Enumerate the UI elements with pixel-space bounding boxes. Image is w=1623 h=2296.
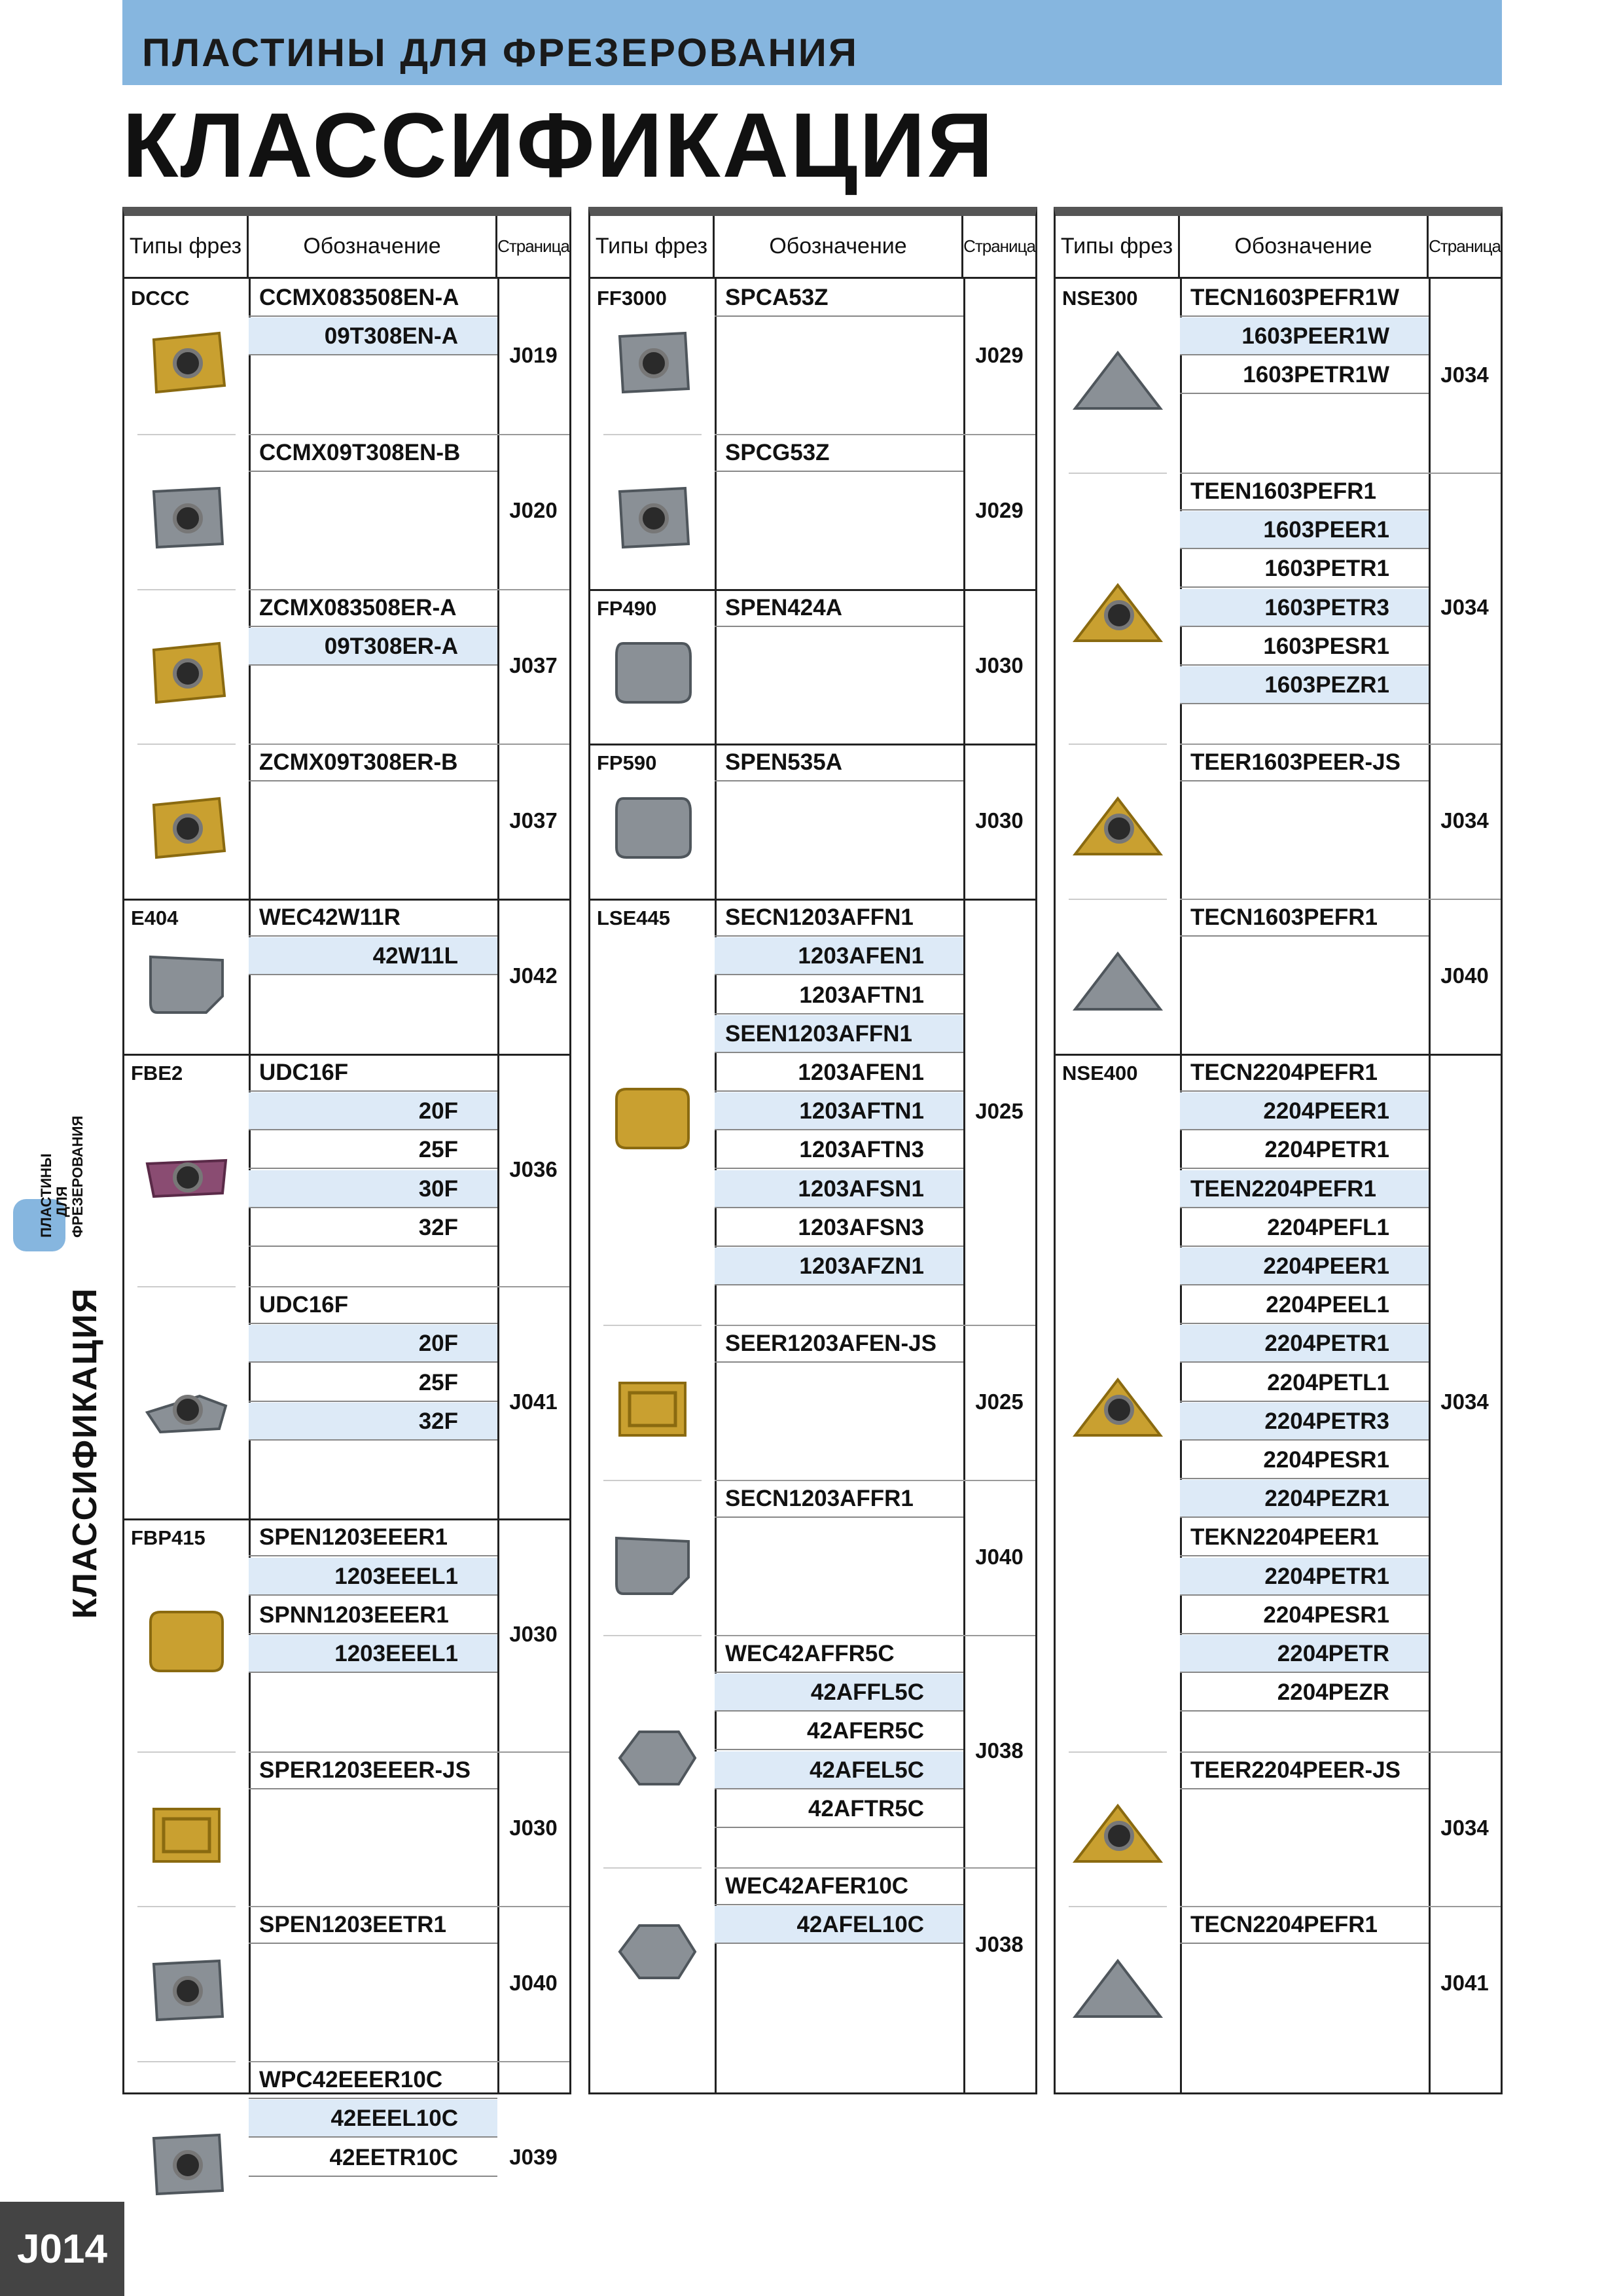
insert-designation: 42W11L <box>249 937 497 975</box>
page-reference[interactable]: J037 <box>509 653 558 677</box>
insert-designation: 42AFFL5C <box>715 1674 963 1712</box>
page-reference[interactable]: J030 <box>975 653 1024 677</box>
insert-image <box>1065 340 1170 425</box>
group-divider <box>137 434 236 435</box>
insert-image <box>134 941 239 1026</box>
group-divider <box>137 744 236 745</box>
insert-designation: 32F <box>249 1209 497 1247</box>
group-divider <box>1069 1751 1167 1753</box>
insert-designation: 20F <box>249 1092 497 1130</box>
insert-designation: TEER2204PEER-JS <box>1180 1751 1429 1789</box>
page-reference[interactable]: J041 <box>1440 1970 1489 1995</box>
insert-designation: SPEN535A <box>715 744 963 781</box>
group-divider <box>1069 744 1167 745</box>
insert-designation: SPEN1203EEER1 <box>249 1518 497 1556</box>
insert-designation: SECN1203AFFN1 <box>715 899 963 937</box>
header-designation-label: Обозначение <box>1180 216 1429 277</box>
insert-image <box>134 1948 239 2033</box>
insert-designation: CCMX09T308EN-B <box>249 434 497 472</box>
insert-designation: 42AFTR5C <box>715 1790 963 1828</box>
group-divider <box>137 1906 236 1907</box>
cutter-family: LSE445 <box>597 906 671 930</box>
insert-designation: 1203AFEN1 <box>715 1054 963 1092</box>
table-header <box>1056 216 1501 279</box>
page-reference[interactable]: J036 <box>509 1157 558 1181</box>
insert-designation: 20F <box>249 1325 497 1363</box>
cutter-family: DCCC <box>131 287 190 310</box>
insert-designation: 2204PEZR <box>1180 1674 1429 1712</box>
insert-designation: 25F <box>249 1131 497 1169</box>
page-reference[interactable]: J037 <box>509 808 558 833</box>
page-title: КЛАССИФИКАЦИЯ <box>122 94 995 196</box>
page-reference[interactable]: J042 <box>509 963 558 988</box>
insert-image <box>134 320 239 405</box>
header-type-label: Типы фрез <box>124 216 249 277</box>
insert-designation: 1603PEER1 <box>1180 511 1429 549</box>
insert-designation: TEER1603PEER-JS <box>1180 744 1429 781</box>
insert-designation: 25F <box>249 1364 497 1402</box>
insert-designation: 1203AFSN1 <box>715 1170 963 1208</box>
section-banner <box>122 0 1502 85</box>
insert-designation: TECN1603PEFR1 <box>1180 899 1429 937</box>
insert-designation: WEC42AFER10C <box>715 1867 963 1905</box>
insert-designation: 30F <box>249 1170 497 1208</box>
insert-designation: ZCMX09T308ER-B <box>249 744 497 781</box>
page-reference[interactable]: J038 <box>975 1931 1024 1956</box>
insert-designation: TEEN1603PEFR1 <box>1180 473 1429 511</box>
cutter-family: FP590 <box>597 751 657 775</box>
page-reference[interactable]: J025 <box>975 1389 1024 1414</box>
insert-designation: 2204PETR1 <box>1180 1325 1429 1363</box>
insert-designation: 2204PETR1 <box>1180 1558 1429 1596</box>
insert-image <box>134 1599 239 1684</box>
insert-image <box>600 1522 705 1607</box>
insert-image <box>1065 1367 1170 1452</box>
insert-designation: 09T308EN-A <box>249 317 497 355</box>
header-designation-label: Обозначение <box>249 216 497 277</box>
insert-image <box>1065 572 1170 657</box>
insert-designation: 42EEEL10C <box>249 2100 497 2138</box>
page-reference[interactable]: J030 <box>509 1622 558 1646</box>
group-divider <box>137 2061 236 2062</box>
insert-designation: 1603PEER1W <box>1180 317 1429 355</box>
insert-designation: 09T308ER-A <box>249 628 497 666</box>
insert-designation: UDC16F <box>249 1054 497 1092</box>
insert-image <box>600 630 705 715</box>
insert-designation: 2204PEEL1 <box>1180 1286 1429 1324</box>
insert-designation: 2204PETR <box>1180 1635 1429 1673</box>
section-title: ПЛАСТИНЫ ДЛЯ ФРЕЗЕРОВАНИЯ <box>142 31 859 75</box>
header-page-label: Страница <box>963 236 1035 256</box>
header-page-label: Страница <box>1429 236 1501 256</box>
insert-designation: 1203AFZN1 <box>715 1247 963 1285</box>
page-reference[interactable]: J019 <box>509 343 558 368</box>
page-reference[interactable]: J030 <box>509 1816 558 1840</box>
insert-designation: SEEN1203AFFN1 <box>715 1015 963 1053</box>
side-tab-label: ПЛАСТИНЫ ДЛЯ ФРЕЗЕРОВАНИЯ <box>38 1115 86 1238</box>
insert-designation: 2204PEER1 <box>1180 1092 1429 1130</box>
page-reference[interactable]: J039 <box>509 2145 558 2170</box>
insert-designation: 42AFEL5C <box>715 1751 963 1789</box>
insert-designation: TECN2204PEFR1 <box>1180 1054 1429 1092</box>
page-reference[interactable]: J034 <box>1440 595 1489 620</box>
insert-designation: SPEN424A <box>715 589 963 627</box>
cutter-family: FBP415 <box>131 1526 205 1550</box>
insert-designation: 2204PEZR1 <box>1180 1480 1429 1518</box>
group-divider <box>137 1751 236 1753</box>
insert-designation: 2204PETR3 <box>1180 1403 1429 1441</box>
insert-image <box>134 2122 239 2207</box>
insert-designation: 1603PESR1 <box>1180 628 1429 666</box>
classification-table-3 <box>1054 207 1503 2094</box>
insert-image <box>134 630 239 715</box>
group-divider <box>603 1867 702 1869</box>
page-reference[interactable]: J029 <box>975 343 1024 368</box>
insert-designation: SPEN1203EETR1 <box>249 1906 497 1944</box>
insert-designation: TECN1603PEFR1W <box>1180 279 1429 317</box>
page-reference[interactable]: J038 <box>975 1738 1024 1763</box>
classification-table-1 <box>122 207 571 2170</box>
page-reference[interactable]: J041 <box>509 1389 558 1414</box>
insert-image <box>134 785 239 870</box>
cutter-family: FP490 <box>597 596 657 620</box>
group-divider <box>1069 899 1167 900</box>
insert-designation: 1203AFTN3 <box>715 1131 963 1169</box>
page-reference[interactable]: J034 <box>1440 1816 1489 1840</box>
insert-designation: 2204PEER1 <box>1180 1247 1429 1285</box>
insert-image <box>1065 941 1170 1026</box>
insert-designation: ZCMX083508ER-A <box>249 589 497 627</box>
group-divider <box>603 1325 702 1326</box>
group-divider <box>137 1286 236 1287</box>
insert-designation: 1603PETR1 <box>1180 550 1429 588</box>
page-reference[interactable]: J025 <box>975 1098 1024 1123</box>
insert-image <box>134 1134 239 1219</box>
page-reference[interactable]: J029 <box>975 498 1024 523</box>
group-divider <box>137 589 236 590</box>
insert-designation: TECN2204PEFR1 <box>1180 1906 1429 1944</box>
cutter-family: E404 <box>131 906 179 930</box>
group-divider <box>1069 1906 1167 1907</box>
insert-designation: SPCA53Z <box>715 279 963 317</box>
insert-image <box>134 1793 239 1878</box>
page-reference[interactable]: J040 <box>509 1970 558 1995</box>
group-divider <box>603 1480 702 1481</box>
insert-designation: 1603PETR1W <box>1180 356 1429 394</box>
page-reference[interactable]: J034 <box>1440 363 1489 387</box>
insert-designation: 2204PESR1 <box>1180 1441 1429 1479</box>
insert-designation: TEEN2204PEFR1 <box>1180 1170 1429 1208</box>
header-type-label: Типы фрез <box>1056 216 1180 277</box>
cutter-family: NSE400 <box>1062 1062 1138 1085</box>
insert-image <box>600 475 705 560</box>
insert-designation: 1203EEEL1 <box>249 1635 497 1673</box>
insert-image <box>1065 1948 1170 2033</box>
insert-designation: 1203AFEN1 <box>715 937 963 975</box>
insert-designation: 2204PEFL1 <box>1180 1209 1429 1247</box>
classification-table-2 <box>588 207 1037 2094</box>
cutter-family: FF3000 <box>597 287 667 310</box>
table-header <box>590 216 1035 279</box>
insert-designation: 42EETR10C <box>249 2139 497 2177</box>
insert-designation: SPCG53Z <box>715 434 963 472</box>
insert-designation: CCMX083508EN-A <box>249 279 497 317</box>
insert-image <box>600 320 705 405</box>
insert-designation: UDC16F <box>249 1286 497 1324</box>
insert-designation: 42AFEL10C <box>715 1906 963 1944</box>
page-number: J014 <box>0 2202 124 2296</box>
insert-designation: 2204PESR1 <box>1180 1596 1429 1634</box>
group-divider <box>603 1635 702 1636</box>
insert-image <box>1065 785 1170 870</box>
insert-designation: 1603PETR3 <box>1180 589 1429 627</box>
insert-designation: SECN1203AFFR1 <box>715 1480 963 1518</box>
header-type-label: Типы фрез <box>590 216 715 277</box>
page-reference[interactable]: J034 <box>1440 1389 1489 1414</box>
column-divider <box>963 279 965 2092</box>
insert-designation: 42AFER5C <box>715 1712 963 1750</box>
insert-designation: 1203AFSN3 <box>715 1209 963 1247</box>
insert-designation: 1603PEZR1 <box>1180 666 1429 704</box>
cutter-family: NSE300 <box>1062 287 1138 310</box>
side-vertical-title: КЛАССИФИКАЦИЯ <box>66 1287 104 1619</box>
page-reference[interactable]: J034 <box>1440 808 1489 833</box>
insert-designation: WEC42AFFR5C <box>715 1635 963 1673</box>
insert-image <box>1065 1793 1170 1878</box>
insert-designation: 1203AFTN1 <box>715 977 963 1014</box>
page-reference[interactable]: J020 <box>509 498 558 523</box>
insert-designation: TEKN2204PEER1 <box>1180 1518 1429 1556</box>
page-reference[interactable]: J030 <box>975 808 1024 833</box>
insert-designation: 1203AFTN1 <box>715 1092 963 1130</box>
insert-image <box>134 475 239 560</box>
insert-designation: WPC42EEER10C <box>249 2061 497 2099</box>
insert-designation: SPNN1203EEER1 <box>249 1596 497 1634</box>
insert-designation: WEC42W11R <box>249 899 497 937</box>
insert-image <box>134 1367 239 1452</box>
insert-image <box>600 785 705 870</box>
header-page-label: Страница <box>497 236 569 256</box>
insert-designation: 2204PETR1 <box>1180 1131 1429 1169</box>
page-reference[interactable]: J040 <box>1440 963 1489 988</box>
insert-image <box>600 1715 705 1801</box>
header-designation-label: Обозначение <box>715 216 963 277</box>
insert-designation: SPER1203EEER-JS <box>249 1751 497 1789</box>
insert-image <box>600 1367 705 1452</box>
table-header <box>124 216 569 279</box>
page-reference[interactable]: J040 <box>975 1544 1024 1569</box>
group-divider <box>1069 473 1167 474</box>
insert-image <box>600 1076 705 1161</box>
insert-designation: 32F <box>249 1403 497 1441</box>
insert-designation: 1203EEEL1 <box>249 1558 497 1596</box>
group-divider <box>603 434 702 435</box>
insert-designation: 2204PETL1 <box>1180 1364 1429 1402</box>
cutter-family: FBE2 <box>131 1062 183 1085</box>
insert-image <box>600 1909 705 1994</box>
insert-designation: SEER1203AFEN-JS <box>715 1325 963 1363</box>
